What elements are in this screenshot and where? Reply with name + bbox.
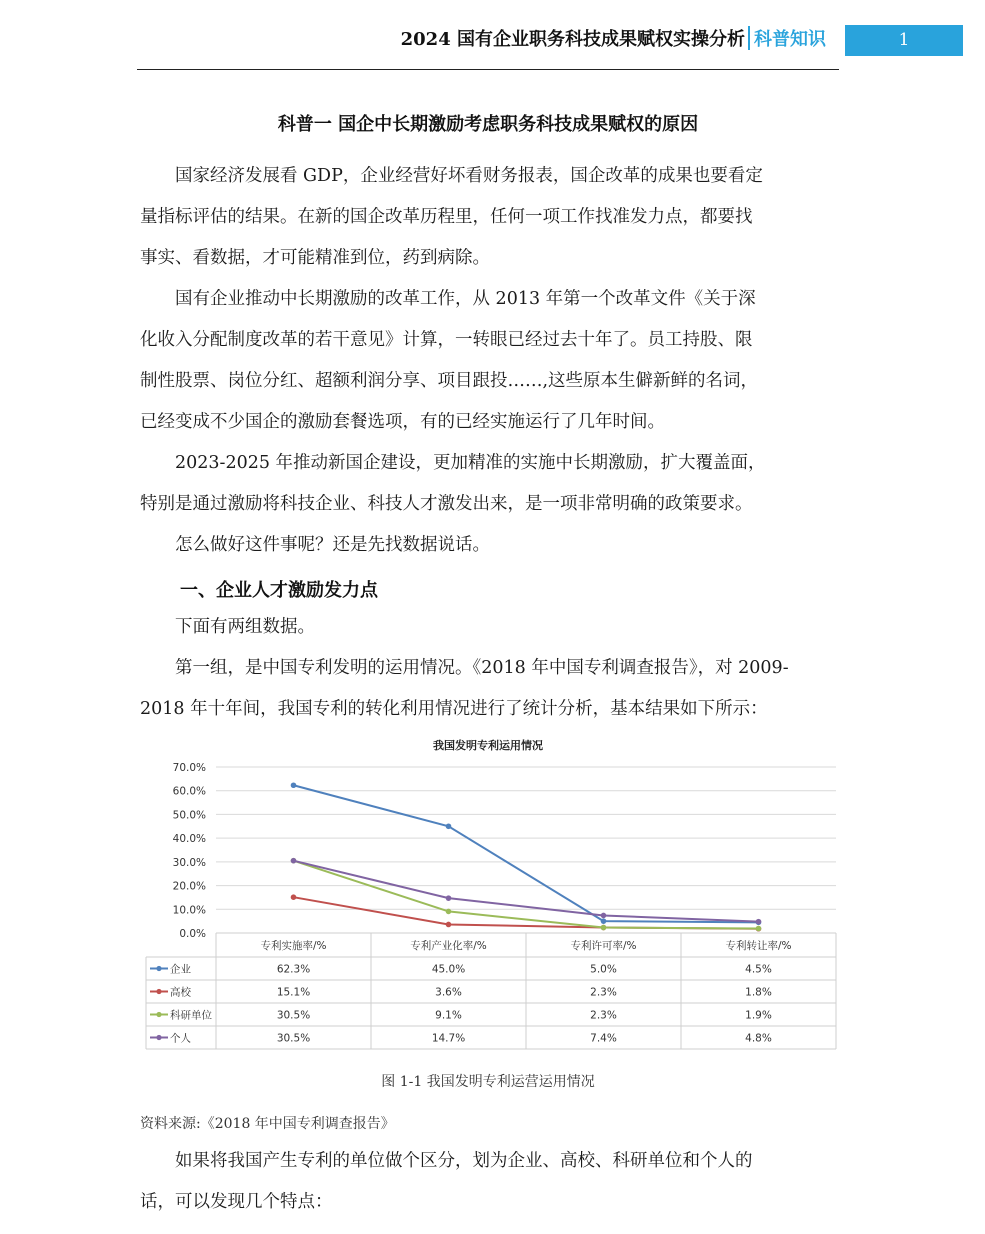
data-label: 45.0% (431, 963, 466, 976)
series-line (294, 785, 759, 922)
data-point (446, 895, 452, 901)
paragraph-7 (140, 1141, 840, 1223)
y-tick-label: 30.0% (172, 856, 206, 869)
data-point (601, 913, 607, 919)
paragraph-line: 第一组，是中国专利发明的运用情况。《2018 年中国专利调查报告》，对 2009- (140, 658, 789, 678)
chart-title: 我国发明专利运用情况 (433, 739, 543, 752)
y-tick-label: 70.0% (172, 762, 206, 774)
paragraph-line: 话，可以发现几个特点： (140, 1192, 333, 1212)
paragraph-line: 量指标评估的结果。在新的国企改革历程里，任何一项工作找准发力点，都要找 (140, 207, 753, 227)
data-point (446, 922, 452, 928)
legend-label: 科研单位 (170, 1009, 212, 1022)
heading-1: 一、企业人才激励发力点 (180, 580, 378, 601)
paragraph-line: 特别是通过激励将科技企业、科技人才激发出来，是一项非常明确的政策要求。 (140, 494, 753, 514)
data-label: 5.0% (590, 963, 617, 976)
page-number-badge (845, 25, 963, 56)
paragraph-2 (140, 279, 840, 443)
data-label: 9.1% (435, 1009, 462, 1022)
paragraph-line: 制性股票、岗位分红、超额利润分享、项目跟投……,这些原本生僻新鲜的名词， (140, 371, 759, 391)
paragraph-1 (140, 156, 840, 279)
paragraph-4 (140, 525, 840, 566)
header-rule (137, 69, 839, 70)
legend-label: 高校 (170, 986, 191, 999)
legend-marker (156, 966, 161, 971)
data-point (291, 782, 297, 788)
data-point (291, 894, 297, 900)
paragraph-line: 化收入分配制度改革的若干意见》计算，一转眼已经过去十年了。员工持股、限 (140, 330, 753, 350)
paragraph-line: 2023-2025 年推动新国企建设，更加精准的实施中长期激励，扩大覆盖面， (140, 453, 766, 473)
legend-label: 个人 (170, 1032, 191, 1045)
y-tick-label: 40.0% (172, 833, 206, 846)
data-label: 1.8% (745, 986, 772, 999)
data-point (756, 926, 762, 932)
section-title: 科普一 国企中长期激励考虑职务科技成果赋权的原因 (277, 114, 699, 135)
source-note: 资料来源:《2018 年中国专利调查报告》 (140, 1116, 395, 1132)
paragraph-6 (140, 648, 840, 730)
data-point (446, 823, 452, 829)
y-tick-label: 50.0% (172, 809, 206, 822)
x-category-label: 专利实施率/% (260, 940, 327, 952)
data-label: 3.6% (435, 986, 462, 999)
legend-marker (156, 989, 161, 994)
data-label: 4.5% (745, 963, 772, 976)
y-tick-label: 20.0% (172, 880, 206, 893)
document-header-title: 2024 国有企业职务科技成果赋权实操分析 (400, 29, 745, 50)
paragraph-line: 已经变成不少国企的激励套餐选项，有的已经实施运行了几年时间。 (140, 412, 665, 432)
series-line (294, 861, 759, 922)
x-category-label: 专利许可率/% (570, 940, 637, 952)
header-separator (748, 26, 750, 50)
data-label: 2.3% (590, 1009, 617, 1022)
data-label: 7.4% (590, 1032, 617, 1045)
x-category-label: 专利产业化率/% (410, 940, 487, 952)
paragraph-line: 怎么做好这件事呢？还是先找数据说话。 (140, 535, 490, 555)
data-label: 14.7% (431, 1032, 466, 1045)
legend-label: 企业 (170, 963, 191, 976)
paragraph-line: 如果将我国产生专利的单位做个区分，划为企业、高校、科研单位和个人的 (140, 1151, 753, 1171)
paragraph-line: 2018 年十年间，我国专利的转化利用情况进行了统计分析，基本结果如下所示： (140, 699, 768, 719)
data-label: 15.1% (276, 986, 311, 999)
paragraph-line: 国有企业推动中长期激励的改革工作，从 2013 年第一个改革文件《关于深 (140, 289, 756, 309)
y-tick-label: 60.0% (172, 785, 206, 798)
data-label: 30.5% (276, 1009, 311, 1022)
patent-usage-chart (140, 733, 840, 1053)
document-header-tag: 科普知识 (754, 29, 826, 50)
data-point (446, 909, 452, 915)
figure-caption: 图 1-1 我国发明专利运营运用情况 (381, 1074, 595, 1090)
legend-marker (156, 1035, 161, 1040)
data-label: 4.8% (745, 1032, 772, 1045)
series-line (294, 897, 759, 929)
paragraph-3 (140, 443, 840, 525)
data-point (756, 919, 762, 925)
data-label: 62.3% (276, 963, 311, 976)
paragraph-line: 下面有两组数据。 (140, 617, 315, 637)
x-category-label: 专利转让率/% (725, 940, 792, 952)
data-label: 2.3% (590, 986, 617, 999)
y-tick-label: 0.0% (179, 928, 206, 940)
data-point (601, 918, 607, 924)
page-number: 1 (898, 30, 910, 50)
paragraph-line: 事实、看数据，才可能精准到位，药到病除。 (140, 248, 490, 268)
chart-svg (140, 733, 840, 1053)
data-label: 1.9% (745, 1009, 772, 1022)
data-label: 30.5% (276, 1032, 311, 1045)
paragraph-line: 国家经济发展看 GDP，企业经营好坏看财务报表，国企改革的成果也要看定 (140, 166, 763, 186)
data-point (601, 925, 607, 931)
y-tick-label: 10.0% (172, 904, 206, 917)
data-point (291, 858, 297, 864)
legend-marker (156, 1012, 161, 1017)
paragraph-5 (140, 607, 840, 648)
